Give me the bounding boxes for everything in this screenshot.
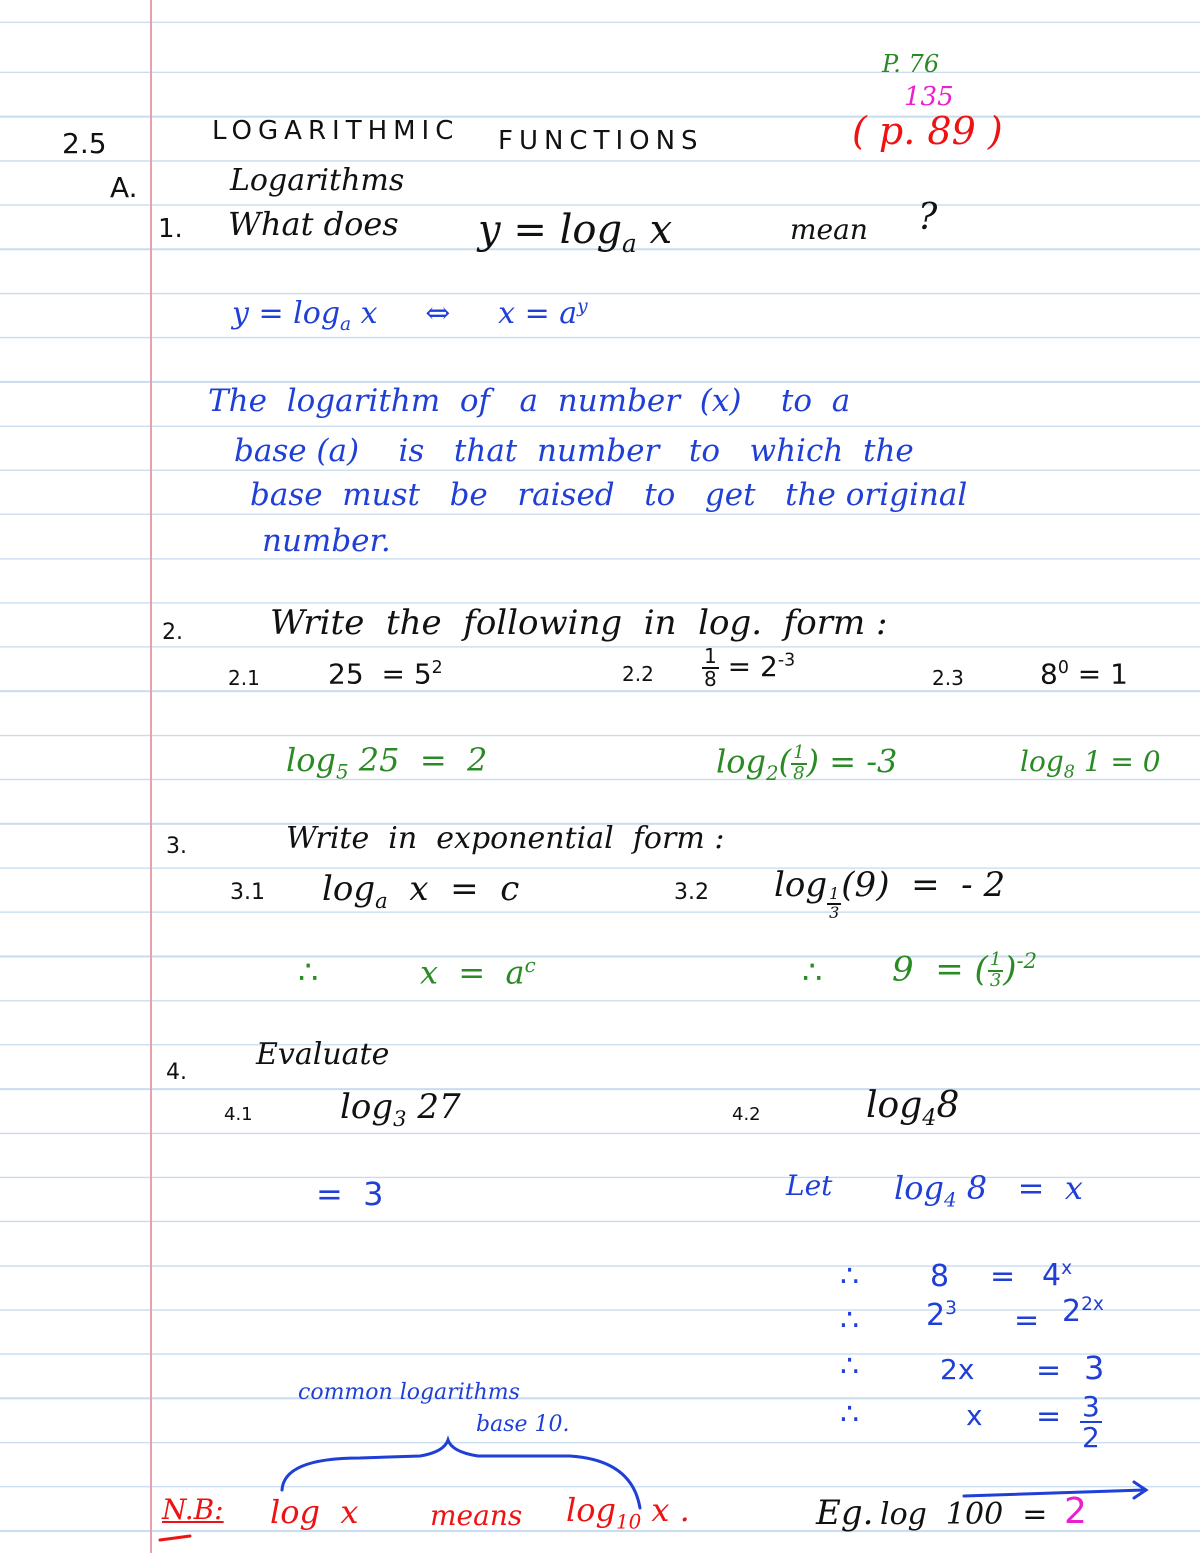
section-title-1: LOGARITHMIC bbox=[212, 116, 460, 146]
definition-line-1: The logarithm of a number (x) to a bbox=[208, 383, 851, 419]
definition-line-2: base (a) is that number to which the bbox=[234, 433, 914, 469]
q2-part-1: $25 = 5^2$ bbox=[328, 657, 443, 691]
part-heading: Logarithms bbox=[230, 163, 405, 198]
q2-answer-3: $\log_8 1 = 0$ bbox=[1020, 745, 1161, 783]
step-4-rhs: $\frac{3}{2}$ bbox=[1082, 1390, 1100, 1455]
step-2-lhs: $2^3$ bbox=[926, 1298, 957, 1333]
q1-question-mark: ? bbox=[918, 197, 938, 238]
q4-number: 4. bbox=[166, 1060, 187, 1085]
q3-answer-1-therefore: ∴ bbox=[298, 953, 319, 991]
q2-part-2-label: 2.2 bbox=[622, 662, 654, 686]
step-4-lhs: x bbox=[966, 1399, 983, 1432]
page-ref-magenta: 135 bbox=[904, 82, 954, 112]
nb-log-x: log x bbox=[270, 1493, 359, 1531]
page-ref-red: ( p. 89 ) bbox=[852, 109, 1003, 153]
step-2-equals: = bbox=[1014, 1303, 1040, 1338]
section-title-2: FUNCTIONS bbox=[498, 126, 704, 156]
q2-answer-2: $\log_2$( $\frac{1}{8}$ ) = -3 bbox=[716, 742, 898, 785]
common-log-label-1: common logarithms bbox=[298, 1380, 520, 1405]
step-1-rhs: 4$^x$ bbox=[1042, 1258, 1073, 1293]
example-answer: 2 bbox=[1064, 1491, 1087, 1532]
q4-part-1: $\log_3 27$ bbox=[340, 1087, 461, 1131]
q3-part-1-label: 3.1 bbox=[230, 880, 265, 905]
q1-question: What does bbox=[228, 205, 399, 243]
page-ref-green: P. 76 bbox=[882, 50, 940, 78]
definition-line-3: base must be raised to get the original bbox=[250, 477, 968, 513]
nb-underline bbox=[160, 1536, 190, 1540]
q4-part-2-label: 4.2 bbox=[732, 1104, 761, 1125]
q3-answer-1: $x = a^c$ bbox=[420, 953, 536, 992]
q3-part-1: $\log_a x = c$ bbox=[322, 869, 520, 913]
step-3-lhs: 2x bbox=[940, 1353, 975, 1386]
example-expression: log 100 = bbox=[880, 1497, 1048, 1532]
step-1-lhs: 8 bbox=[930, 1259, 950, 1294]
nb-label: N.B: bbox=[162, 1493, 224, 1526]
q1-number: 1. bbox=[158, 214, 183, 244]
q2-part-3-label: 2.3 bbox=[932, 666, 964, 690]
q4-let-expression: $\log_4 8 = x$ bbox=[894, 1169, 1083, 1212]
example-label: Eg. bbox=[816, 1493, 874, 1533]
q1-expression: $y = \log_a x$ bbox=[478, 207, 673, 258]
q4-prompt: Evaluate bbox=[256, 1037, 390, 1072]
step-2-rhs: $2^{2x}$ bbox=[1062, 1294, 1104, 1329]
q3-prompt: Write in exponential form : bbox=[286, 821, 725, 856]
q3-answer-2: 9 = ( $\frac{1}{3}$ )$^{-2}$ bbox=[892, 948, 1038, 992]
nb-means: means bbox=[430, 1499, 523, 1532]
section-number: 2.5 bbox=[62, 127, 107, 160]
q4-part-1-label: 4.1 bbox=[224, 1104, 253, 1125]
step-3-therefore: ∴ bbox=[840, 1349, 860, 1384]
q4-answer-1: = 3 bbox=[316, 1175, 384, 1213]
q2-part-3: $8^0 = 1$ bbox=[1040, 657, 1128, 691]
q1-mean: mean bbox=[790, 213, 868, 246]
step-4-equals: = bbox=[1036, 1399, 1062, 1434]
q2-number: 2. bbox=[162, 620, 183, 645]
q4-let: Let bbox=[786, 1169, 833, 1202]
part-letter: A. bbox=[110, 171, 138, 204]
q1-answer: $y = \log_a x$ ⇔ $x = a^y$ bbox=[232, 296, 588, 335]
step-2-therefore: ∴ bbox=[840, 1303, 860, 1338]
step-3-equals: = bbox=[1036, 1353, 1062, 1388]
arrow-stroke bbox=[964, 1482, 1146, 1498]
nb-log10-x: $\log_{10} x$ . bbox=[566, 1491, 690, 1534]
step-3-rhs: 3 bbox=[1084, 1349, 1105, 1387]
q3-answer-2-therefore: ∴ bbox=[802, 953, 823, 991]
step-1-therefore: ∴ bbox=[840, 1259, 860, 1294]
step-1-equals: = bbox=[990, 1259, 1016, 1294]
q2-part-2: $\frac{1}{8}$ = $2^{-3}$ bbox=[704, 644, 796, 691]
q2-part-1-label: 2.1 bbox=[228, 666, 260, 690]
step-4-therefore: ∴ bbox=[840, 1397, 860, 1432]
q3-part-2-label: 3.2 bbox=[674, 880, 709, 905]
q3-number: 3. bbox=[166, 834, 187, 859]
q2-prompt: Write the following in log. form : bbox=[270, 603, 888, 643]
q3-part-2: log $\frac{1}{3}$ (9) = - 2 bbox=[774, 865, 1006, 922]
q4-part-2: $\log_48$ bbox=[866, 1085, 960, 1132]
q2-answer-1: $\log_5 25 = 2$ bbox=[286, 741, 488, 784]
definition-line-4: number. bbox=[262, 523, 391, 559]
common-log-label-2: base 10. bbox=[476, 1412, 570, 1437]
